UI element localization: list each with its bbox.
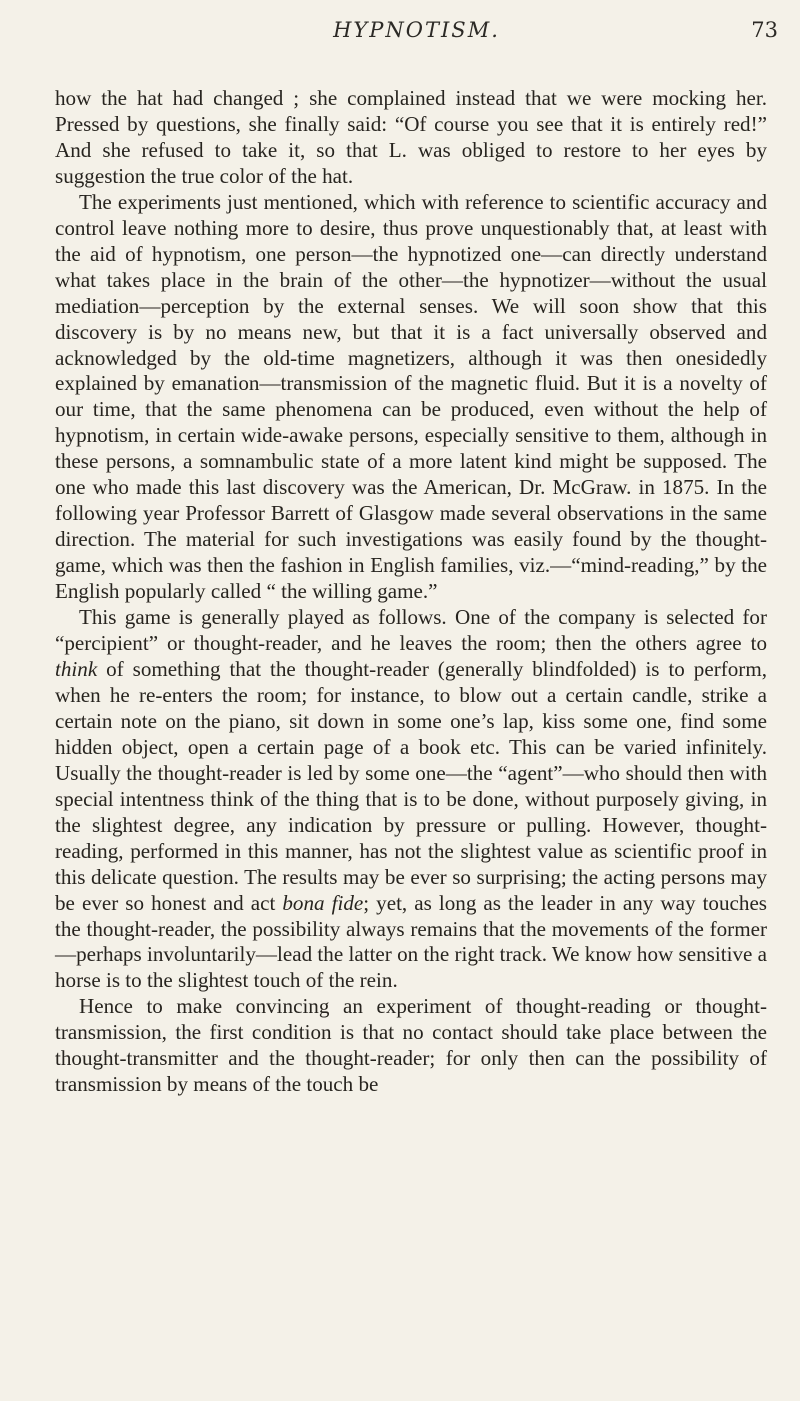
- paragraph: [55, 994, 767, 1098]
- paragraph: [55, 86, 767, 190]
- body-text: [55, 86, 767, 1098]
- running-head: [55, 12, 778, 52]
- paragraph: [55, 605, 767, 994]
- paragraph: [55, 190, 767, 605]
- page-number: 73: [751, 18, 778, 42]
- emphasized-text: think: [55, 656, 98, 681]
- text-run: how the hat had changed ; she complained instead that we were mocking her. Pressed by questions, she finally said: “Of course you see that it is entirely red!” And she refused to take it, so that L. was obliged to restore to her eyes by suggestion the true color of the hat.: [55, 86, 767, 188]
- text-run: of something that the thought-reader (generally blindfolded) is to perform, when he re-enters the room; for instance, to blow out a certain candle, strike a certain note on the piano, sit down in some one’s lap, kiss some one, find some hidden object, open a certain page of a book etc. This can be varied infinitely. Usually the thought-reader is led by some one—the “agent”—who should then with special intentness think of the thing that is to be done, without purposely giving, in the slightest degree, any indication by pressure or pulling. However, thought-reading, performed in this manner, has not the slightest value as scientific proof in this delicate question. The results may be ever so surprising; the acting persons may be ever so honest and act: [55, 656, 767, 915]
- text-run: The experiments just mentioned, which with reference to scientific accuracy and control leave nothing more to desire, thus prove unquestionably that, at least with the aid of hypnotism, one person—the hypnotized one—can directly understand what takes place in the brain of the other—the hypnotizer—without the usual mediation—perception by the external senses. We will soon show that this discovery is by no means new, but that it is a fact universally observed and acknowledged by the old-time magnetizers, although it was then onesidedly explained by emanation—transmission of the magnetic fluid. But it is a novelty of our time, that the same phenomena can be produced, even without the help of hypnotism, in certain wide-awake persons, especially sensitive to them, although in these persons, a somnambulic state of a more latent kind might be supposed. The one who made this last discovery was the American, Dr. McGraw. in 1875. In the following year Professor Barrett of Glasgow made several observations in the same direction. The material for such investigations was easily found by the thought-game, which was then the fashion in English families, viz.—“mind-reading,” by the English popularly called “ the willing game.”: [55, 189, 767, 604]
- text-run: Hence to make convincing an experiment of thought-reading or thought-transmission, the first condition is that no contact should take place between the thought-transmitter and the thought-reader; for only then can the possibility of transmission by means of the touch be: [55, 994, 767, 1097]
- running-title: HYPNOTISM.: [333, 18, 500, 42]
- text-run: This game is generally played as follows. One of the company is selected for “percipient” or thought-reader, and he leaves the room; then the others agree to: [55, 605, 767, 656]
- emphasized-text: bona fide: [282, 890, 364, 915]
- text-run: ; yet, as long as the leader in any way touches the thought-reader, the possibility always remains that the movements of the former—perhaps involuntarily—lead the latter on the right track. We know how sensitive a horse is to the slightest touch of the rein.: [55, 890, 768, 993]
